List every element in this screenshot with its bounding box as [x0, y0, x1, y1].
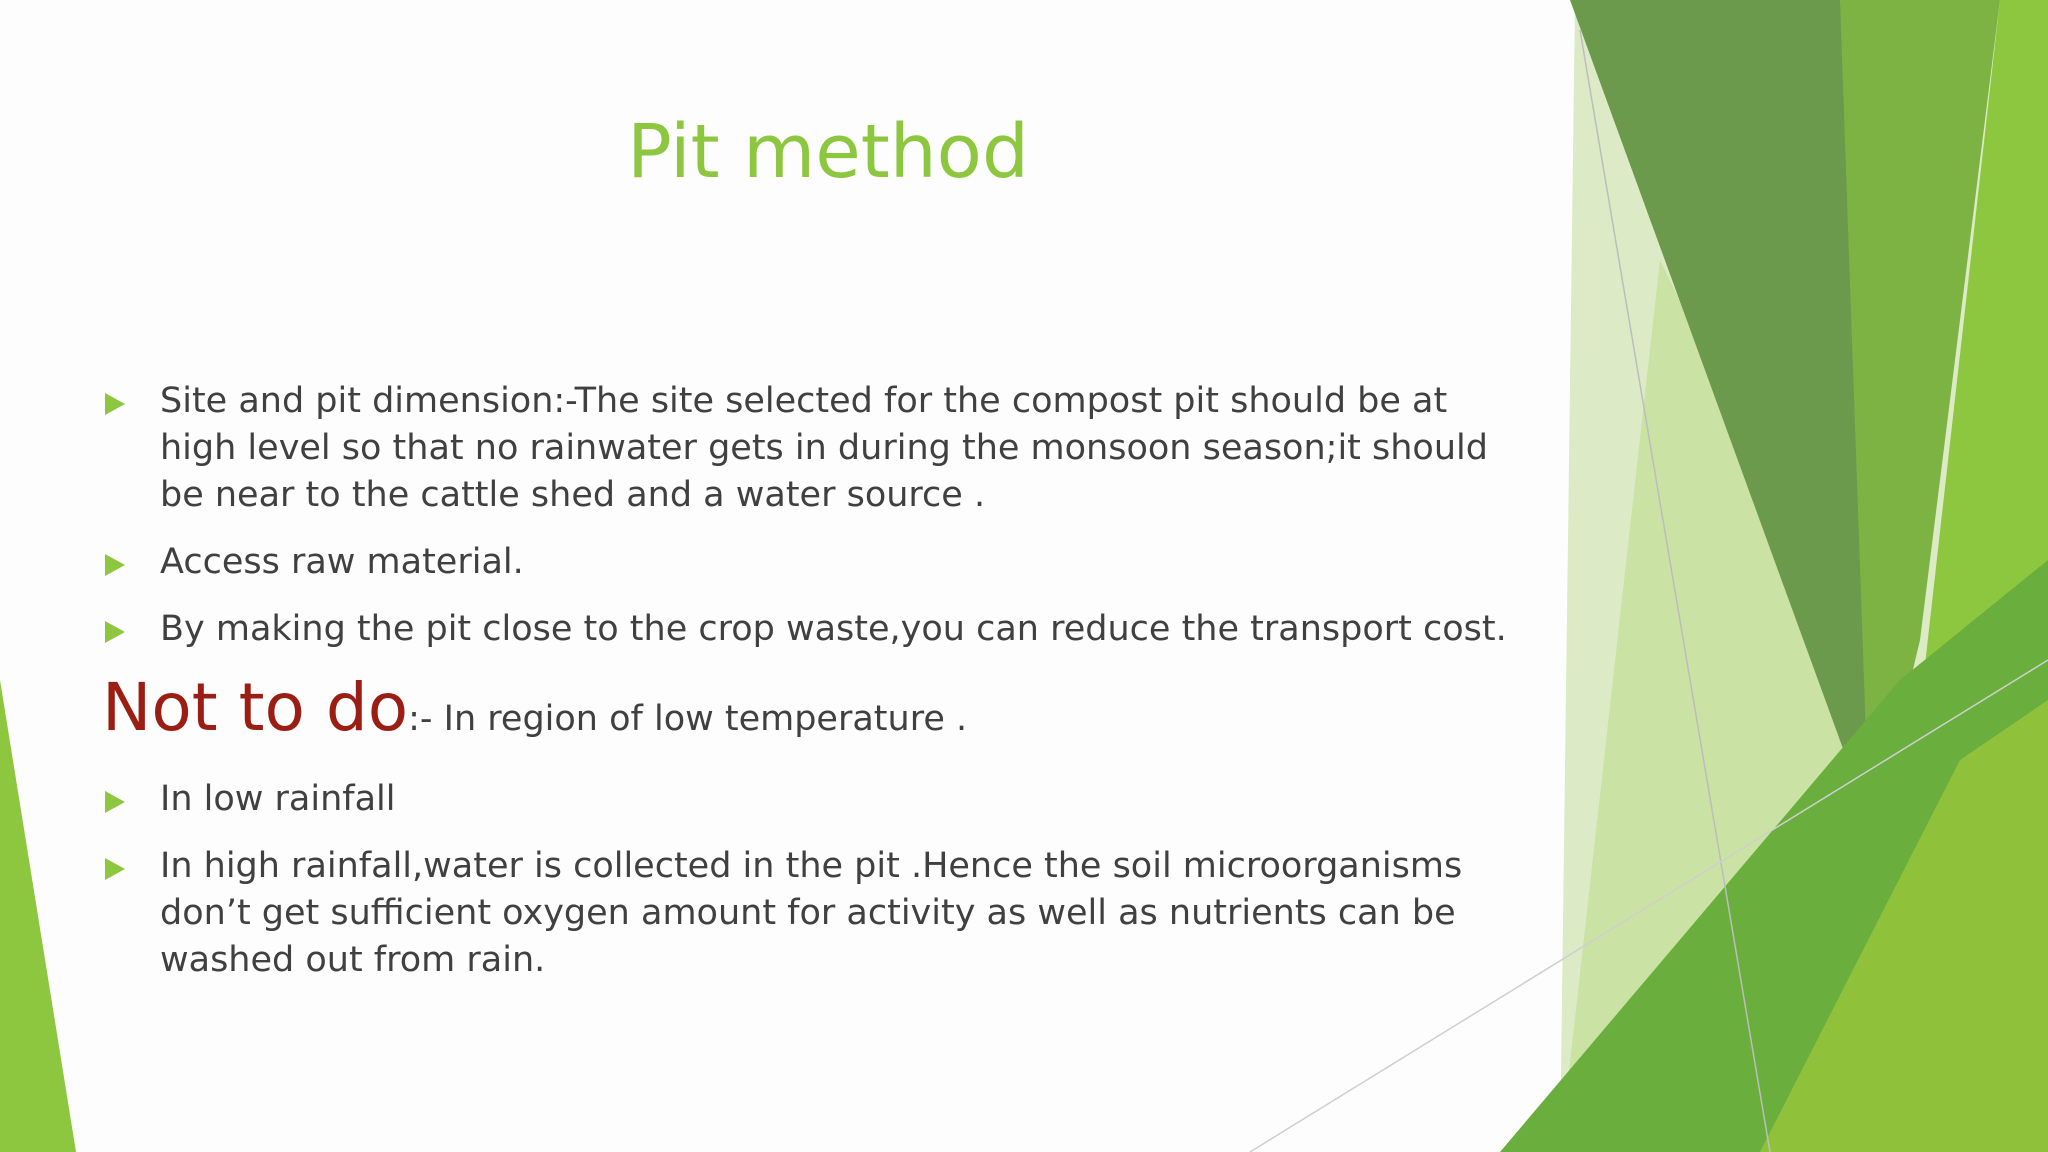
bullet-transport-cost [102, 606, 1522, 653]
slide-content [102, 378, 1522, 1004]
left-green-wedge [0, 680, 76, 1152]
not-to-do-line [102, 669, 1522, 754]
bullet-high-rainfall [102, 843, 1522, 984]
bullet-text: In low rainfall [160, 779, 396, 819]
bullet-access-raw-material [102, 539, 1522, 586]
not-to-do-heading: Not to do [102, 669, 409, 746]
triangle-right-bullet-icon [105, 621, 125, 643]
triangle-right-bullet-icon [105, 393, 125, 415]
bullet-text: Access raw material. [160, 542, 524, 582]
bullet-text: By making the pit close to the crop waste,you can reduce the transport cost. [160, 609, 1507, 649]
triangle-right-bullet-icon [105, 858, 125, 880]
bullet-text: Site and pit dimension:-The site selected for the compost pit should be at high level so that no rainwater gets in during the monsoon season;it should be near to the cattle shed and a water source . [160, 381, 1488, 515]
bullet-text: In high rainfall,water is collected in the pit .Hence the soil microorganisms don’t get sufficient oxygen amount for activity as well as nutrients can be washed out from rain. [160, 846, 1463, 980]
bullet-site-pit-dimension [102, 378, 1522, 519]
triangle-right-bullet-icon [105, 791, 125, 813]
bullet-low-rainfall [102, 776, 1522, 823]
not-to-do-text: :- In region of low temperature . [408, 699, 968, 739]
slide-title: Pit method [627, 109, 1029, 195]
triangle-right-bullet-icon [105, 554, 125, 576]
